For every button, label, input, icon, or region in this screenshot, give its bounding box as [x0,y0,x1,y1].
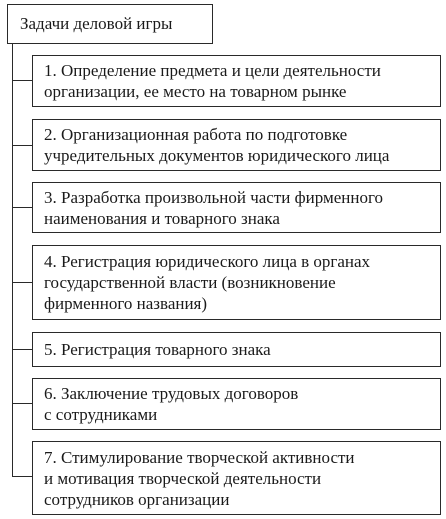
task-label-2: 2. Организационная работа по подготовке учредительных документов юридического лица [44,125,390,165]
task-label-3: 3. Разработка произвольной части фирменного наименования и товарного знака [44,187,384,228]
connector-tick-4 [12,282,32,283]
connector-tick-2 [12,145,32,146]
task-label-4: 4. Регистрация юридического лица в органах государственной власти (возникновение фирменного названия) [44,252,371,313]
task-box-1 [32,55,441,107]
connector-tick-5 [12,349,32,350]
connector-tick-7 [12,476,32,477]
task-label-5: 5. Регистрация товарного знака [44,340,271,359]
connector-spine [12,44,13,477]
task-box-2 [32,119,441,171]
task-label-6: 6. Заключение трудовых договоров с сотрудниками [44,384,299,424]
task-box-4 [32,245,441,320]
task-box-5 [32,332,441,367]
task-label-1: 1. Определение предмета и цели деятельности организации, ее место на товарном рынке [44,61,381,101]
root-label: Задачи деловой игры [20,14,173,33]
task-box-3 [32,182,441,233]
root-box [7,4,213,44]
task-box-7 [32,441,441,515]
task-box-6 [32,378,441,430]
task-label-7: 7. Стимулирование творческой активности и мотивация творческой деятельности сотрудников организации [44,447,355,509]
connector-tick-1 [12,80,32,81]
connector-tick-3 [12,207,32,208]
connector-tick-6 [12,403,32,404]
